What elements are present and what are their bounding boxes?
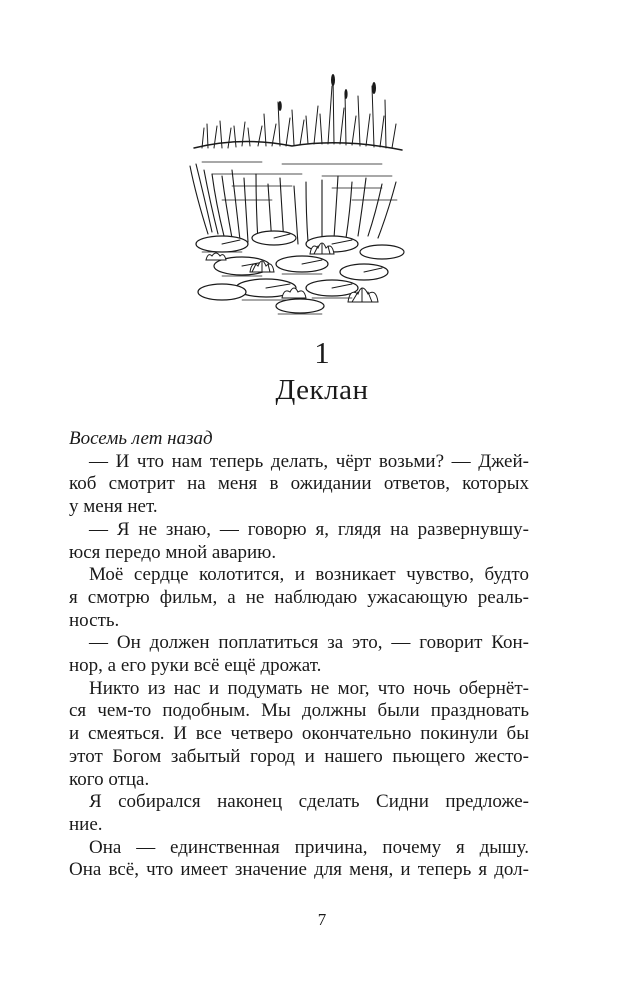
pond-illustration: [182, 66, 414, 322]
text-line: коб смотрит на меня в ожидании ответов, которых: [69, 473, 529, 495]
text-line: Я собирался наконец сделать Сидни предложе-: [89, 791, 529, 813]
text-line: ность.: [69, 609, 120, 631]
text-line: нор, а его руки всё ещё дрожат.: [69, 655, 322, 677]
text-line: Никто из нас и подумать не мог, что ночь обернёт-: [89, 677, 529, 699]
text-line: этот Богом забытый город и нашего пьющего жесто-: [69, 745, 529, 767]
text-line: кого отца.: [69, 768, 150, 790]
page-number: 7: [317, 910, 327, 929]
text-line: Моё сердце колотится, и возникает чувство, будто: [89, 564, 529, 586]
chapter-body: [69, 428, 529, 882]
chapter-title: Деклан: [275, 374, 369, 406]
text-line: Она всё, что имеет значение для меня, и теперь я дол-: [69, 859, 529, 881]
text-line: у меня нет.: [69, 496, 158, 518]
text-line: я смотрю фильм, а не наблюдаю ужасающую реаль-: [69, 586, 529, 608]
epigraph: Восемь лет назад: [69, 428, 213, 449]
text-line: — Я не знаю, — говорю я, глядя на развернувшу-: [89, 518, 529, 540]
text-line: юся передо мной аварию.: [69, 541, 277, 563]
text-line: и смеяться. И все четверо окончательно покинули бы: [69, 723, 529, 745]
text-line: ся чем-то подобным. Мы должны были праздновать: [69, 700, 529, 722]
text-line: Она — единственная причина, почему я дышу.: [89, 836, 529, 858]
chapter-number: 1: [314, 335, 330, 370]
text-line: — И что нам теперь делать, чёрт возьми? — Джей-: [89, 450, 529, 472]
text-line: — Он должен поплатиться за это, — говорит Кон-: [89, 632, 529, 654]
text-line: ние.: [69, 813, 103, 835]
